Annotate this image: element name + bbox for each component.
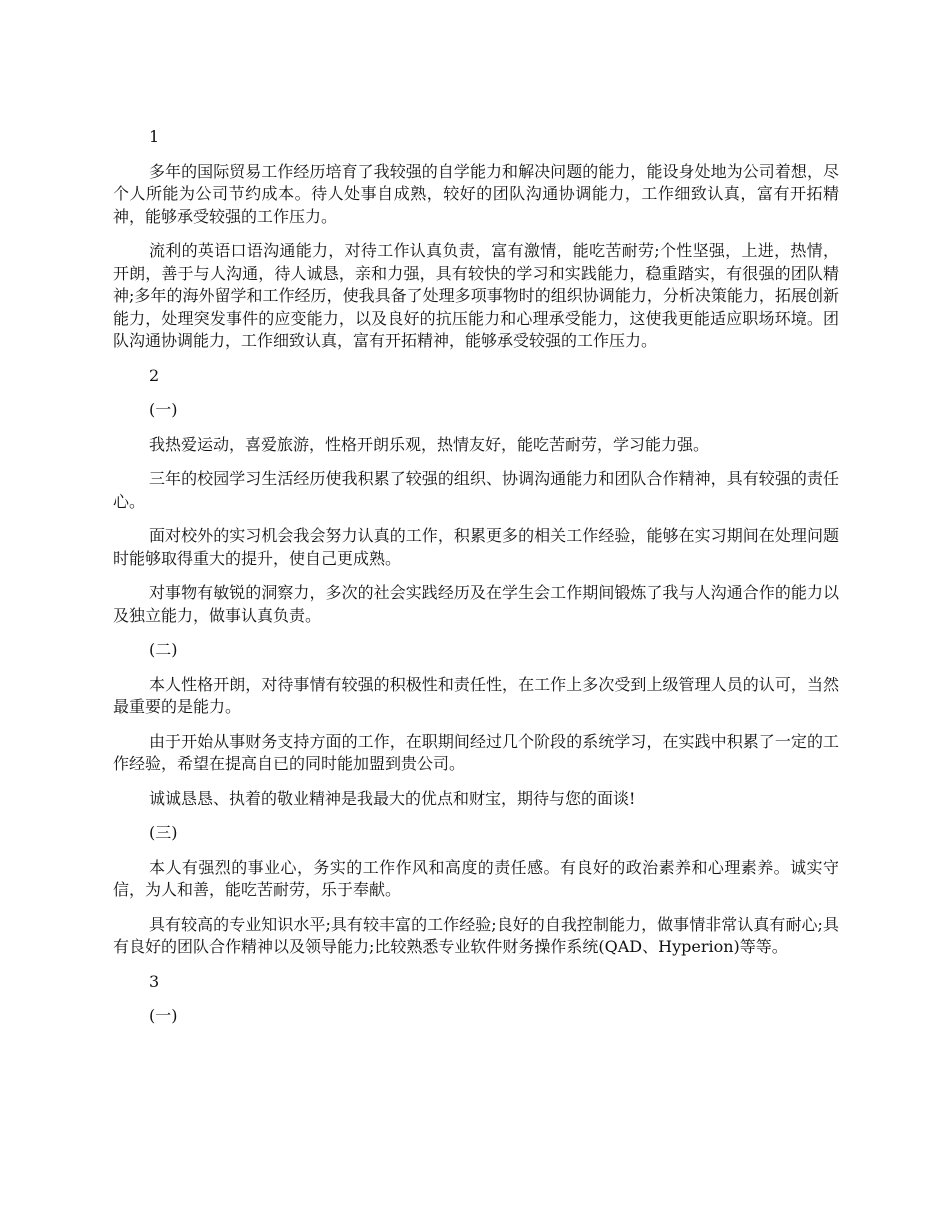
paragraph: 本人性格开朗，对待事情有较强的积极性和责任性，在工作上多次受到上级管理人员的认可，当然最重要的是能力。 <box>113 674 839 716</box>
paragraph: 三年的校园学习生活经历使我积累了较强的组织、协调沟通能力和团队合作精神，具有较强的责任心。 <box>113 469 839 511</box>
subsection-heading: (三) <box>149 823 178 842</box>
paragraph: 多年的国际贸易工作经历培育了我较强的自学能力和解决问题的能力，能设身处地为公司着想，尽个人所能为公司节约成本。待人处事自成熟，较好的团队沟通协调能力，工作细致认真，富有开拓精神，能够承受较强的工作压力。 <box>113 161 839 226</box>
paragraph: 面对校外的实习机会我会努力认真的工作，积累更多的相关工作经验，能够在实习期间在处理问题时能够取得重大的提升，使自己更成熟。 <box>113 526 839 568</box>
section-number: 3 <box>149 971 160 991</box>
paragraph: 具有较高的专业知识水平;具有较丰富的工作经验;良好的自我控制能力，做事情非常认真有耐心;具有良好的团队合作精神以及领导能力;比较熟悉专业软件财务操作系统(QAD、Hyperion)等等。 <box>113 914 839 956</box>
subsection-heading: (一) <box>149 1006 178 1025</box>
paragraph: 对事物有敏锐的洞察力，多次的社会实践经历及在学生会工作期间锻炼了我与人沟通合作的能力以及独立能力，做事认真负责。 <box>113 583 839 625</box>
paragraph: 本人有强烈的事业心，务实的工作作风和高度的责任感。有良好的政治素养和心理素养。诚实守信，为人和善，能吃苦耐劳，乐于奉献。 <box>113 857 839 899</box>
subsection-heading: (二) <box>149 640 178 659</box>
paragraph: 我热爱运动，喜爱旅游，性格开朗乐观，热情友好，能吃苦耐劳，学习能力强。 <box>149 434 710 454</box>
paragraph: 诚诚恳恳、执着的敬业精神是我最大的优点和财宝，期待与您的面谈! <box>149 788 636 808</box>
section-number: 1 <box>149 127 160 146</box>
section-number: 2 <box>149 365 160 385</box>
subsection-heading: (一) <box>149 400 178 419</box>
paragraph: 流利的英语口语沟通能力，对待工作认真负责，富有激情，能吃苦耐劳;个性坚强，上进，热情，开朗，善于与人沟通，待人诚恳，亲和力强，具有较快的学习和实践能力，稳重踏实，有很强的团队精神;多年的海外留学和工作经历，使我具备了处理多项事物时的组织协调能力，分析决策能力，拓展创新能力，处理突发事件的应变能力，以及良好的抗压能力和心理承受能力，这使我更能适应职场环境。团队沟通协调能力，工作细致认真，富有开拓精神，能够承受较强的工作压力。 <box>113 241 839 350</box>
paragraph: 由于开始从事财务支持方面的工作，在职期间经过几个阶段的系统学习，在实践中积累了一定的工作经验，希望在提高自已的同时能加盟到贵公司。 <box>113 731 839 773</box>
document-body <box>113 126 839 1040</box>
